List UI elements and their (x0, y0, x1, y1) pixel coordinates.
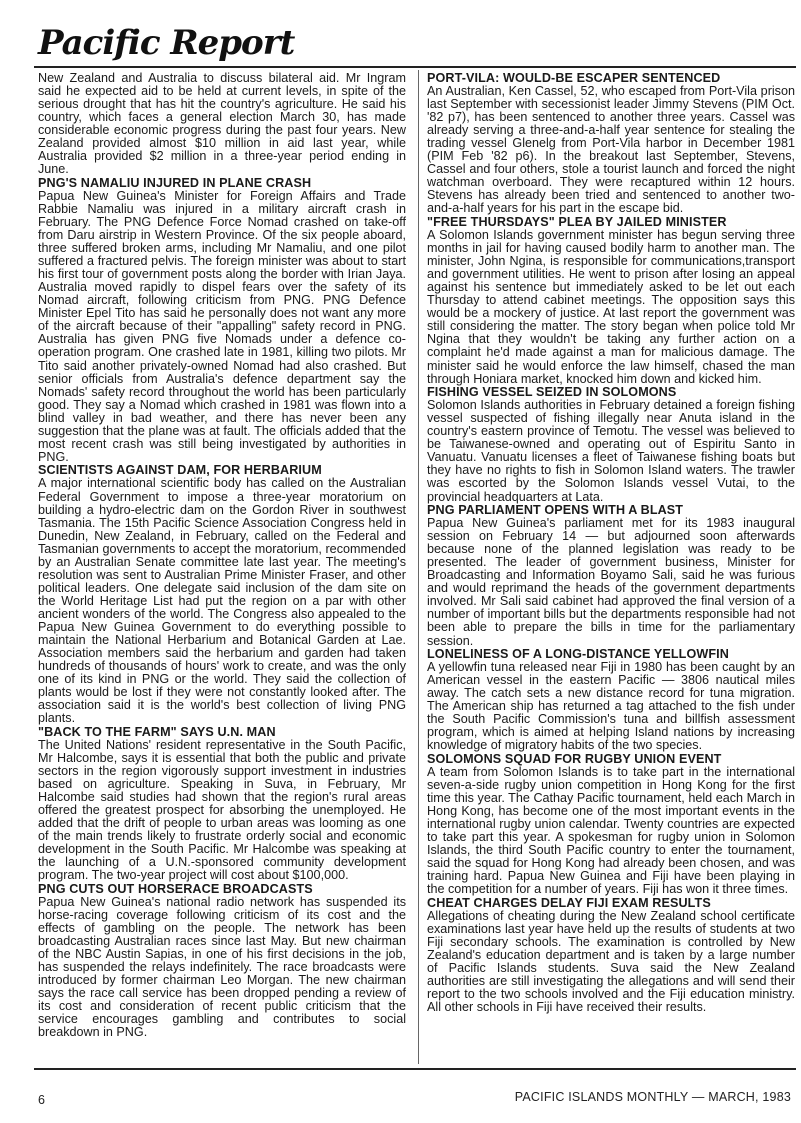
bottom-rule (34, 1068, 796, 1070)
article-body-free-thursdays: A Solomon Islands government minister has begun serving three months in jail for having caused bodily harm to another man. The minister, John Ngina, is responsible for communications,transport and government utilities. He went to prison after losing an appeal against his sentence but immediately asked to be let out each Thursday to attend cabinet meetings. The opposition says this would be a mockery of justice. At last report the government was still considering the matter. The story began when police told Mr Ngina that they wouldn't be taking any further action on a complaint he'd made against a man for malicious damage. The minister said he would enforce the law himself, chased the man through Honiara market, knocked him down and kicked him. (427, 228, 795, 386)
article-body-namaliu: Papua New Guinea's Minister for Foreign Affairs and Trade Rabbie Namaliu was injured in a military aircraft crash in February. The PNG Defence Force Nomad crashed on take-off from Daru airstrip in Western Province. Of the six people aboard, three suffered broken arms, including Mr Namaliu, and one pilot suffered a fractured pelvis. The foreign minister was about to start his first tour of government posts along the border with Irian Jaya. Australia moved rapidly to dispel fears over the safety of its Nomad aircraft, following criticism from PNG. PNG Defence Minister Epel Tito has said he personally does not want any more of the aircraft because of their "appalling" safety record in PNG. Australia has given PNG five Nomads under a defence co-operation program. One crashed late in 1981, killing two pilots. Mr Tito said another privately-owned Nomad had also crashed. But senior officials from Australia's defence department say the Nomads' safety record throughout the world has been particularly good. They say a Nomad which crashed in 1981 was flown into a blind valley in bad weather, and there has never been any suggestion that the plane was at fault. The officials added that the most recent crash was still being investigated by authorities in PNG. (38, 188, 406, 464)
article-body-horserace: Papua New Guinea's national radio network has suspended its horse-racing coverage following criticism of its cost and the effects of gambling on the people. The network has been broadcasting Australian races since last May. But new chairman of the NBC Austin Sapias, in one of his first decisions in the job, has suspended the relays indefinitely. The race broadcasts were introduced by former chairman Leo Morgan. The new chairman says the race call service has been dropped pending a review of its cost and consideration of recent public criticism that the service encourages gambling and contributes to social breakdown in PNG. (38, 894, 406, 1040)
headline-horserace: PNG CUTS OUT HORSERACE BROADCASTS (38, 881, 313, 896)
headline-fiji-exam: CHEAT CHARGES DELAY FIJI EXAM RESULTS (427, 895, 711, 910)
headline-parliament: PNG PARLIAMENT OPENS WITH A BLAST (427, 503, 684, 518)
right-column (427, 72, 795, 1015)
headline-fishing-vessel: FISHING VESSEL SEIZED IN SOLOMONS (427, 385, 677, 400)
article-body-fiji-exam: Allegations of cheating during the New Zealand school certificate examinations last year have held up the results of students at two Fiji secondary schools. The examination is controlled by New Zealand's education department and is taken by a large number of Pacific Islands students. Suva said the New Zealand authorities are still investigating the allegations and will send their report to the two schools involved and the Fiji education ministry. All other schools in Fiji have received their results. (427, 909, 795, 1015)
headline-dam: SCIENTISTS AGAINST DAM, FOR HERBARIUM (38, 463, 322, 478)
page-number: 6 (38, 1093, 45, 1107)
article-body-parliament: Papua New Guinea's parliament met for its 1983 inaugural session on February 14 — but adjourned soon afterwards because none of the planned legislation was ready to be presented. The leader of government business, Minister for Broadcasting and Information Boyamo Sali, said he was furious and would reprimand the heads of the government departments involved. Mr Sali said cabinet had approved the final version of a number of important bills but the departments responsible had not been able to prepare the bills in time for the parliamentary session. (427, 516, 795, 648)
article-body-port-vila: An Australian, Ken Cassel, 52, who escaped from Port-Vila prison last September with secessionist leader Jimmy Stevens (PIM Oct. '82 p7), has been sentenced to another three years. Cassel was already serving a three-and-a-half year sentence for stealing the trading vessel Glenelg from Port-Vila harbor in December 1981 (PIM Feb '82 p6). In the breakout last September, Stevens, Cassel and four others, stole a tourist launch and forced the night watchman overboard. They were recaptured within 12 hours. Stevens has already been tried and sentenced to another two-and-a-half years for his part in the escape bid. (427, 84, 795, 216)
left-column (38, 72, 406, 1040)
headline-farm: "BACK TO THE FARM" SAYS U.N. MAN (38, 724, 276, 739)
headline-port-vila: PORT-VILA: WOULD-BE ESCAPER SENTENCED (427, 71, 721, 85)
headline-yellowfin: LONELINESS OF A LONG-DISTANCE YELLOWFIN (427, 647, 729, 662)
article-body-yellowfin: A yellowfin tuna released near Fiji in 1980 has been caught by an American vessel in the eastern Pacific — 3806 nautical miles away. The catch sets a new distance record for tuna migration. The American ship has returned a tag attached to the fish under the South Pacific Commission's tuna and billfish assessment program, which is aimed at helping Island nations by increasing knowledge of migratory habits of the two species. (427, 660, 795, 753)
top-rule (34, 66, 796, 68)
headline-namaliu: PNG'S NAMALIU INJURED IN PLANE CRASH (38, 175, 312, 190)
masthead-logo: Pacific Report (38, 23, 295, 63)
article-body-farm: The United Nations' resident representative in the South Pacific, Mr Halcombe, says it is essential that both the public and private sectors in the region vigorously support investment in industries based on agriculture. Speaking in Suva, in February, Mr Halcombe said studies had shown that the region's rural areas offered the greatest prospect for absorbing the unemployed. He added that the drift of people to urban areas was looming as one of the main trends likely to frustrate orderly social and economic development in the South Pacific. Mr Halcombe was speaking at the launching of a U.N.-sponsored community development program. The two-year project will cost about $100,000. (38, 737, 406, 883)
headline-rugby: SOLOMONS SQUAD FOR RUGBY UNION EVENT (427, 751, 722, 766)
article-body-dam: A major international scientific body has called on the Australian Federal Government to impose a three-year moratorium on building a hydro-electric dam on the Gordon River in southwest Tasmania. The 15th Pacific Science Association Congress held in Dunedin, New Zealand, in February, called on the Federal and Tasmanian governments to accept the moratorium, recommended by an Australian Senate committee late last year. The meeting's resolution was sent to Australian Prime Minister Fraser, and other political leaders. One delegate said inclusion of the dam site on the World Heritage List had put the region on a par with other ancient wonders of the world. The Congress also appealed to the Papua New Guinea Government to do everything possible to maintain the National Herbarium and Botanical Garden at Lae. Association members said the herbarium and garden had taken hundreds of thousands of hours' work to create, and was the only one of its kind in PNG or the world. They said the collection of plants would be lost if they were not constantly looked after. The association said it is the world's best collection of living PNG plants. (38, 476, 406, 726)
headline-free-thursdays: "FREE THURSDAYS" PLEA BY JAILED MINISTER (427, 215, 727, 230)
intro-paragraph: New Zealand and Australia to discuss bilateral aid. Mr Ingram said he expected aid to be held at current levels, in spite of the serious drought that has hit the country's agriculture. He said his country, which faces a general election March 30, has made considerable economic progress during the past four years. New Zealand provided almost $10 million in aid last year, while Australia provided $2 million in a three-year period ending in June. (38, 71, 406, 177)
article-body-rugby: A team from Solomon Islands is to take part in the international seven-a-side rugby union competition in Hong Kong for the first time this year. The Cathay Pacific tournament, held each March in Hong Kong, has become one of the most important events in the international rugby union calendar. Twenty countries are expected to take part this year. A spokesman for rugby union in Solomon Islands, the third South Pacific country to enter the tournament, said the squad for Hong Kong had already been chosen, and was training hard. Papua New Guinea and Fiji have been playing in the competition for a number of years. Fiji has won it three times. (427, 764, 795, 897)
column-divider (418, 70, 419, 1064)
publication-footer: PACIFIC ISLANDS MONTHLY — MARCH, 1983 (514, 1090, 791, 1104)
article-body-fishing-vessel: Solomon Islands authorities in February detained a foreign fishing vessel suspected of fishing illegally near Anuta island in the country's eastern province of Temotu. The vessel was believed to be Taiwanese-owned and operating out of Espiritu Santo in Vanuatu. Vanuatu licenses a fleet of Taiwanese fishing boats but they have no rights to fish in Solomon Island waters. The trawler was escorted by the Solomon Islands vessel Vutai, to the provincial headquarters at Lata. (427, 398, 795, 504)
